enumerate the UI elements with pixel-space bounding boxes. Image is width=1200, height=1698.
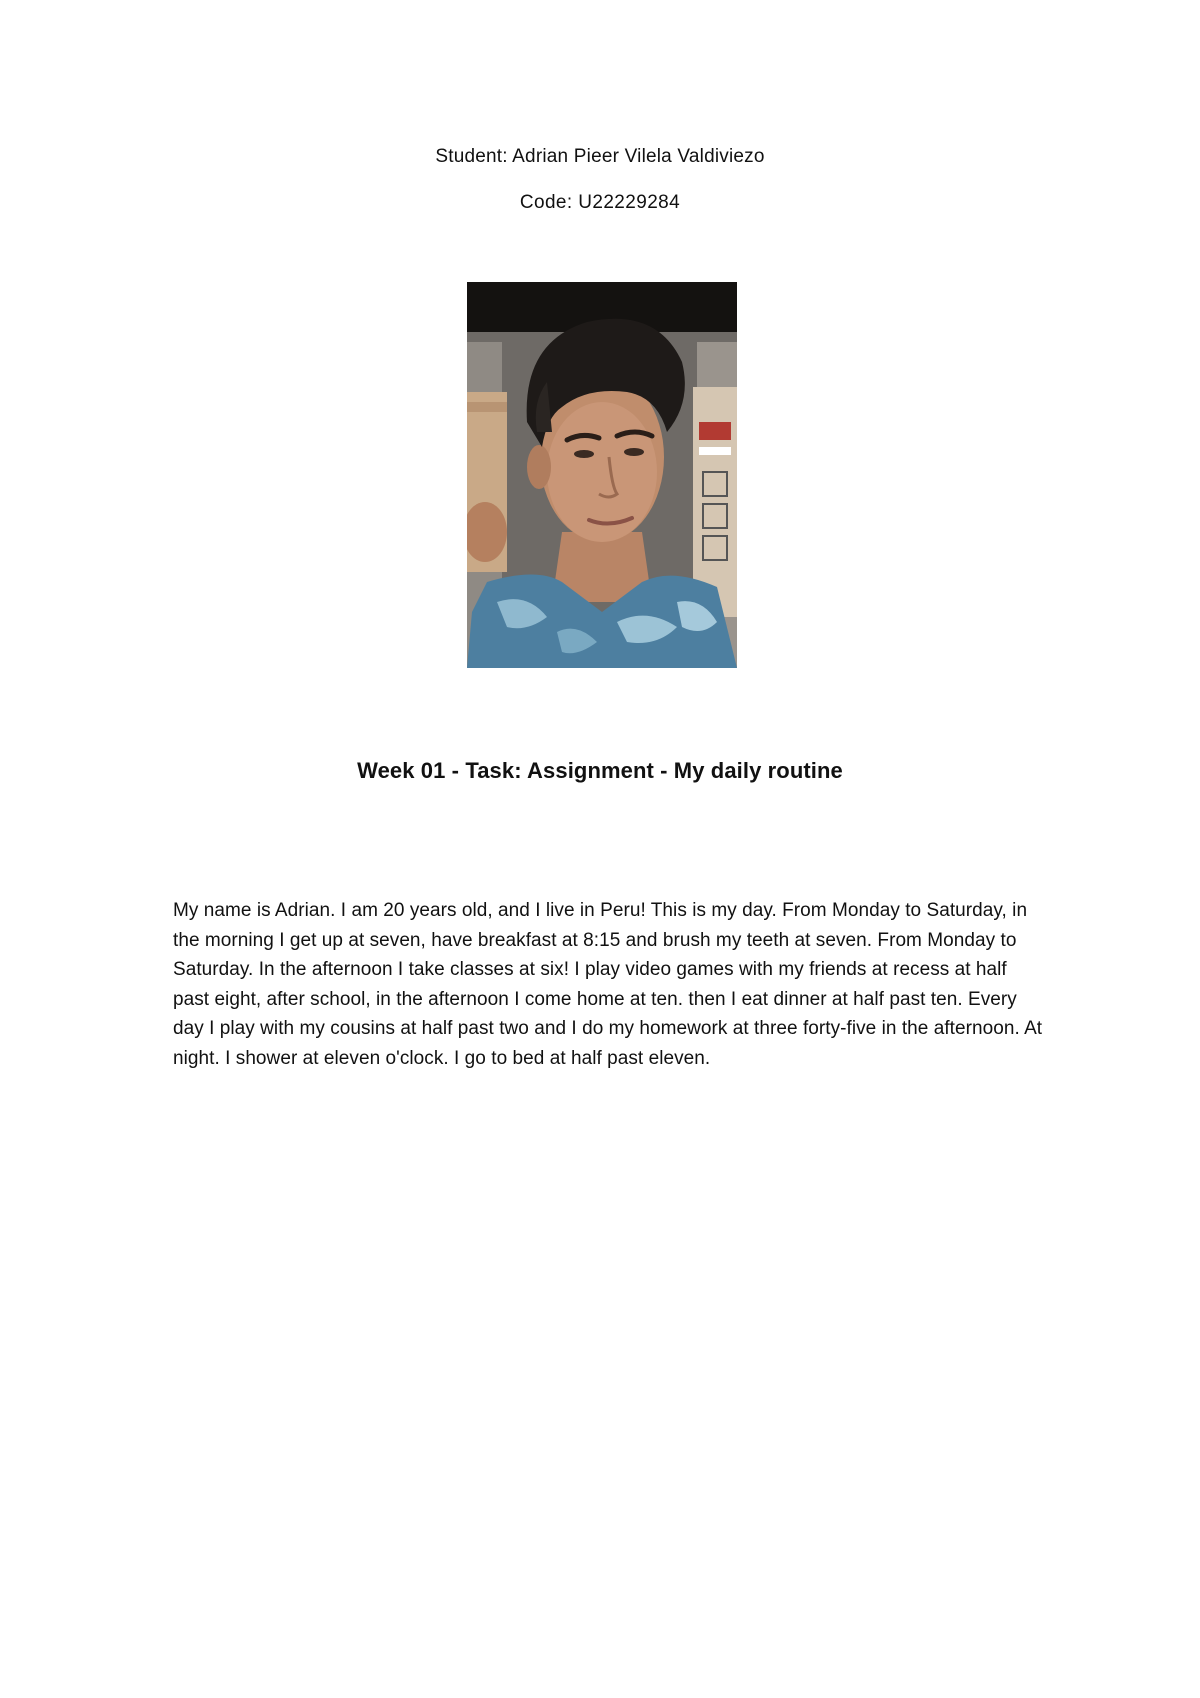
assignment-title: Week 01 - Task: Assignment - My daily routine xyxy=(357,758,843,783)
student-name: Student: Adrian Pieer Vilela Valdiviezo xyxy=(435,146,765,167)
routine-paragraph: My name is Adrian. I am 20 years old, and I live in Peru! This is my day. From Monday to Saturday, in the morning I get up at seven, have breakfast at 8:15 and brush my teeth at seven. From Monday to Saturday. In the afternoon I take classes at six! I play video games with my friends at recess at half past eight, after school, in the afternoon I come home at ten. then I eat dinner at half past ten. Every day I play with my cousins at half past two and I do my homework at three forty-five in the afternoon. At night. I shower at eleven o'clock. I go to bed at half past eleven. xyxy=(173,900,1043,1069)
student-portrait-photo xyxy=(467,282,737,668)
portrait-illustration xyxy=(467,282,737,668)
student-code: Code: U22229284 xyxy=(519,192,681,213)
